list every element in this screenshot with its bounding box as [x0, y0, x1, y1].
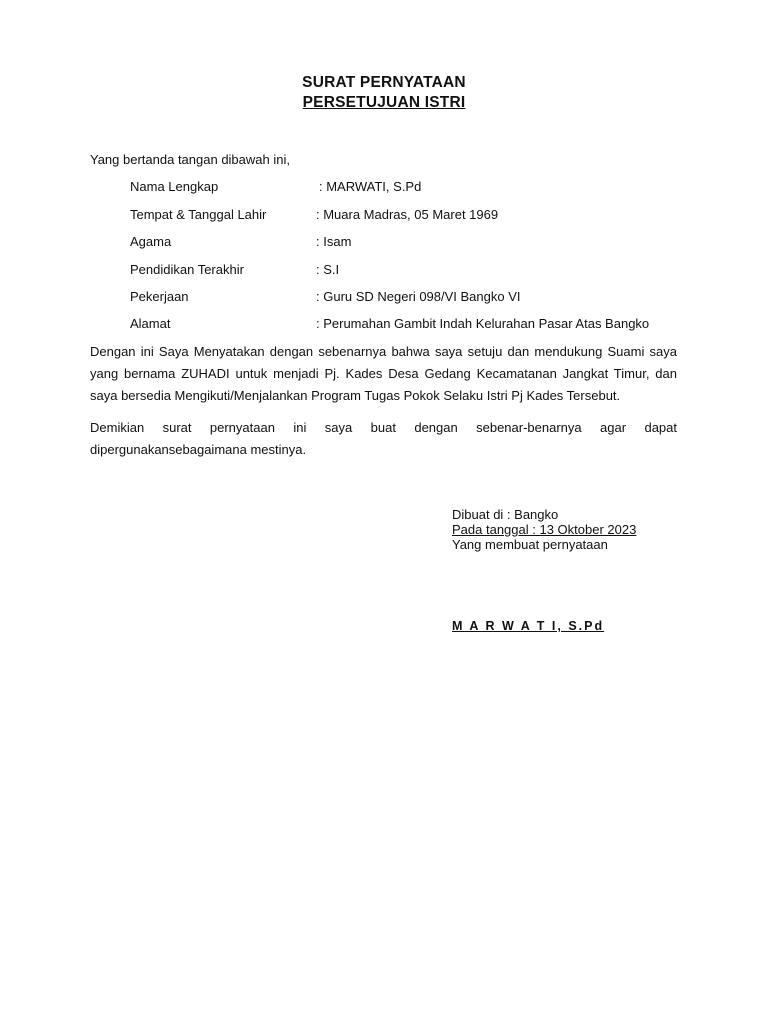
field-value: : MARWATI, S.Pd — [319, 179, 422, 194]
field-value: : Muara Madras, 05 Maret 1969 — [316, 207, 499, 222]
field-label: Nama Lengkap — [130, 179, 219, 194]
intro-text: Yang bertanda tangan dibawah ini, — [90, 152, 290, 167]
field-row-nama — [130, 179, 690, 199]
field-row-pekerjaan — [130, 289, 690, 309]
field-label: Pekerjaan — [130, 289, 189, 304]
field-label: Pendidikan Terakhir — [130, 262, 244, 277]
signature-maker-label: Yang membuat pernyataan — [452, 537, 608, 552]
field-row-ttl — [130, 207, 690, 227]
field-row-agama — [130, 234, 690, 254]
field-label: Alamat — [130, 316, 171, 331]
field-label: Agama — [130, 234, 172, 249]
document-title: SURAT PERNYATAAN — [302, 74, 466, 91]
statement-paragraph: Dengan ini Saya Menyatakan dengan sebenarnya bahwa saya setuju dan mendukung Suami saya yang bernama ZUHADI untuk menjadi Pj. Kades Desa Gedang Kecamatanan Jangkat Timur, dan saya bersedia Mengikuti/Menjalankan Program Tugas Pokok Selaku Istri Pj Kades Tersebut. — [90, 344, 677, 403]
field-value: : Perumahan Gambit Indah Kelurahan Pasar Atas Bangko — [316, 316, 650, 331]
field-row-alamat — [130, 316, 690, 336]
signature-place: Dibuat di : Bangko — [452, 507, 559, 522]
field-row-pendidikan — [130, 262, 690, 282]
field-value: : S.I — [316, 262, 340, 277]
signature-date: Pada tanggal : 13 Oktober 2023 — [452, 522, 637, 537]
document-subtitle: PERSETUJUAN ISTRI — [302, 94, 466, 111]
field-label: Tempat & Tanggal Lahir — [130, 207, 267, 222]
closing-paragraph: Demikian surat pernyataan ini saya buat dengan sebenar-benarnya agar dapat dipergunakansebagaimana mestinya. — [90, 420, 677, 457]
field-value: : Isam — [316, 234, 352, 249]
signatory-name: M A R W A T I, S.Pd — [452, 619, 605, 633]
field-value: : Guru SD Negeri 098/VI Bangko VI — [316, 289, 521, 304]
